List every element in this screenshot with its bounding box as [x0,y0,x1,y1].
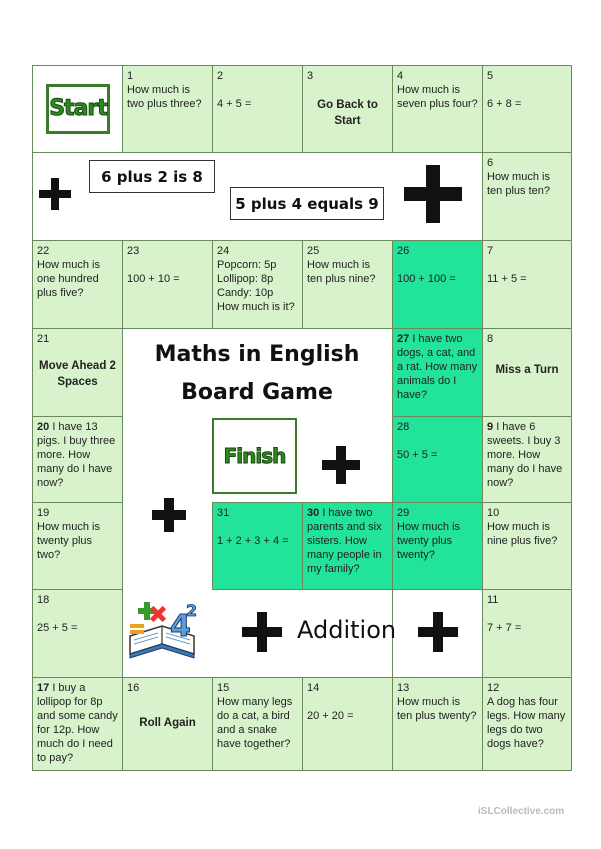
cell-22[interactable]: 22 How much is one hundred plus five? [32,240,123,329]
cell-30[interactable]: 30 I have two parents and six sisters. How many people in my family? [302,502,393,590]
start-badge [46,84,110,134]
fact-box-2: 5 plus 4 equals 9 [230,187,384,220]
cell-6[interactable]: 6 How much is ten plus ten? [482,152,572,241]
plus-sign-icon [404,165,462,223]
svg-text:4: 4 [170,609,191,644]
cell-8[interactable]: 8 Miss a Turn [482,328,572,417]
cell-4[interactable]: 4 How much is seven plus four? [392,65,483,153]
cell-5[interactable]: 5 6 + 8 = [482,65,572,153]
cell-27[interactable]: 27 I have two dogs, a cat, and a rat. How many animals do I have? [392,328,483,417]
cell-11[interactable]: 11 7 + 7 = [482,589,572,678]
cell-16[interactable]: 16 Roll Again [122,677,213,771]
cell-17[interactable]: 17 I buy a lollipop for 8p and some candy for 12p. How much do I need to pay? [32,677,123,771]
start-label: Start [49,96,107,121]
cell-23[interactable]: 23 100 + 10 = [122,240,213,329]
cell-15[interactable]: 15 How many legs do a cat, a bird and a snake have together? [212,677,303,771]
cell-14[interactable]: 14 20 + 20 = [302,677,393,771]
cell-10[interactable]: 10 How much is nine plus five? [482,502,572,590]
cell-31[interactable]: 31 1 + 2 + 3 + 4 = [212,502,303,590]
plus-sign-icon [322,446,360,484]
addition-label: Addition [297,616,397,644]
fact-box-1: 6 plus 2 is 8 [89,160,215,193]
start-cell [32,65,123,153]
cell-9[interactable]: 9 I have 6 sweets. I buy 3 more. How many do I have now? [482,416,572,503]
cell-12[interactable]: 12 A dog has four legs. How many legs do two dogs have? [482,677,572,771]
cell-24[interactable]: 24 Popcorn: 5p Lollipop: 8p Candy: 10p How much is it? [212,240,303,329]
finish-badge [212,418,297,494]
cell-28[interactable]: 28 50 + 5 = [392,416,483,503]
title-line-1: Maths in English [154,342,360,367]
cell-29[interactable]: 29 How much is twenty plus twenty? [392,502,483,590]
svg-text:2: 2 [186,601,198,620]
cell-18[interactable]: 18 25 + 5 = [32,589,123,678]
plus-sign-icon [418,612,458,652]
cell-13[interactable]: 13 How much is ten plus twenty? [392,677,483,771]
cell-1[interactable]: 1 How much is two plus three? [122,65,213,153]
cell-19[interactable]: 19 How much is twenty plus two? [32,502,123,590]
page-title [126,336,388,412]
plus-sign-icon [152,498,186,532]
plus-sign-icon [39,178,71,210]
title-line-2: Board Game [181,380,333,405]
cell-3[interactable]: 3 Go Back to Start [302,65,393,153]
cell-20[interactable]: 20 I have 13 pigs. I buy three more. How many do I have now? [32,416,123,503]
finish-label: Finish [223,444,286,468]
cell-26[interactable]: 26 100 + 100 = [392,240,483,329]
footer-watermark: iSLCollective.com [478,806,565,817]
cell-2[interactable]: 2 4 + 5 = [212,65,303,153]
cell-21[interactable]: 21 Move Ahead 2 Spaces [32,328,123,417]
cell-7[interactable]: 7 11 + 5 = [482,240,572,329]
cell-25[interactable]: 25 How much is ten plus nine? [302,240,393,329]
math-book-clipart-icon [124,596,200,660]
plus-sign-icon [242,612,282,652]
